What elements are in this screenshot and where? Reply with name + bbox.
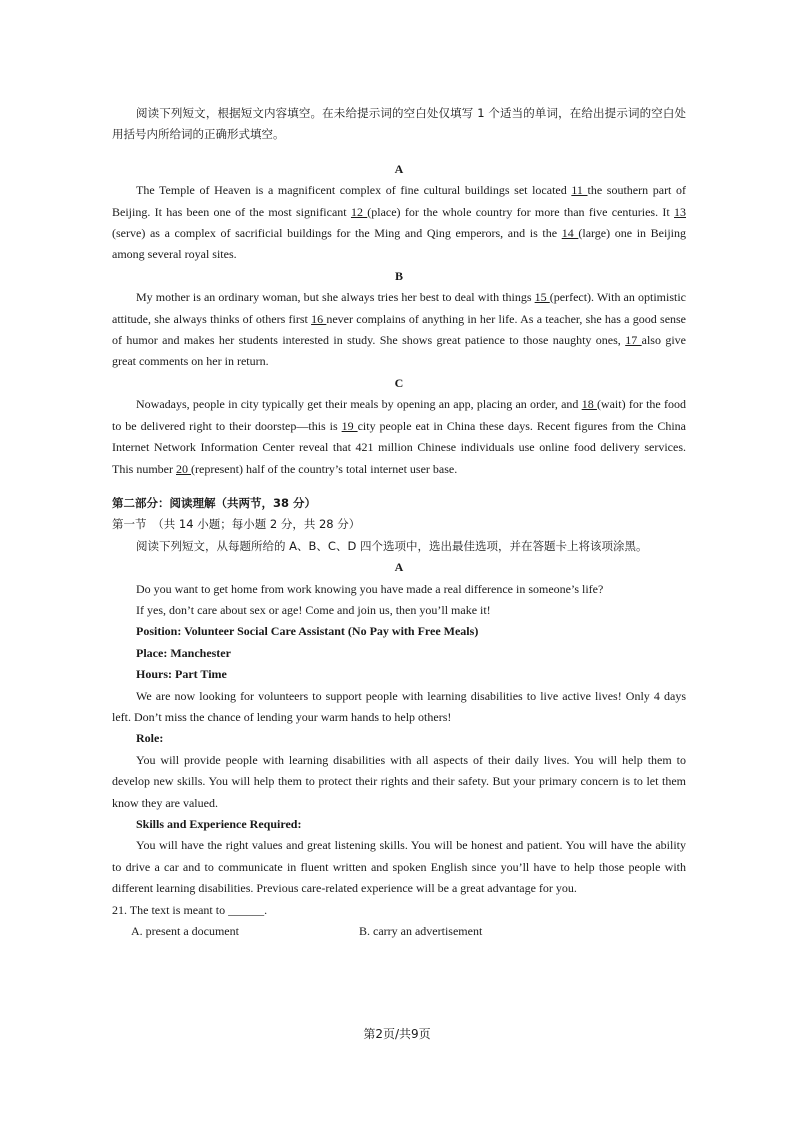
- option-b: B. carry an advertisement: [359, 924, 483, 939]
- question-21: 21. The text is meant to ______.: [112, 902, 268, 917]
- page-content: [112, 103, 686, 942]
- blank-15: 15: [534, 290, 550, 305]
- section1-heading: 第一节 （共 14 小题；每小题 2 分，共 28 分）: [112, 517, 361, 532]
- passage-a-text: The Temple of Heaven is a magnificent complex of fine cultural buildings set located 11 the southern part of Beijing. It has been one of the most significant 12 (place) for the whole country for more than five centuries. It 13 (serve) as a complex of sacrificial buildings for the Ming and Qing emperors, and is the 14 (large) one in Beijing among several royal sites.: [112, 183, 687, 262]
- blank-12: 12: [350, 204, 368, 219]
- part2-heading: 第二部分：阅读理解（共两节，38 分）: [112, 495, 317, 510]
- passage-a-label: A: [394, 161, 404, 176]
- blank-11: 11: [571, 183, 588, 198]
- blank-16: 16: [311, 311, 327, 326]
- blank-14: 14: [561, 226, 579, 241]
- passage-b-text: My mother is an ordinary woman, but she always tries her best to deal with things 15 (perfect). With an optimistic attitude, she always thinks of others first 16 never complains of anything in her life. As a teacher, she has a good sense of humor and makes her students interested in study. She shows great patience to those naughty ones, 17 also give great comments on her in return.: [112, 290, 687, 369]
- ad-paragraph-4: You will provide people with learning disabilities with all aspects of their daily lives. You will help them to develop new skills. You will help them to protect their rights and their safety. But your primary concern is to let them know they are valued.: [112, 752, 686, 810]
- ad-position: Position: Volunteer Social Care Assistant (No Pay with Free Meals): [136, 624, 479, 639]
- blank-18: 18: [581, 397, 597, 412]
- blank-20: 20: [176, 461, 191, 476]
- reading-passage-a-label: A: [394, 560, 404, 575]
- ad-skills-heading: Skills and Experience Required:: [136, 817, 302, 831]
- ad-hours: Hours: Part Time: [136, 667, 227, 682]
- blank-19: 19: [341, 418, 358, 433]
- reading-instruction: 阅读下列短文，从每题所给的 A、B、C、D 四个选项中，选出最佳选项，并在答题卡上将该项涂黑。: [136, 538, 648, 553]
- ad-paragraph-3: We are now looking for volunteers to support people with learning disabilities to live active lives! Only 4 days left. Don’t miss the chance of lending your warm hands to help others!: [112, 688, 686, 724]
- passage-c-text: Nowadays, people in city typically get their meals by opening an app, placing an order, and 18 (wait) for the food to be delivered right to their doorstep—this is 19 city people eat in China these days. Recent figures from the China Internet Network Information Center reveal that 421 million Chinese individuals use online food delivery services. This number 20 (represent) half of the country’s total internet user base.: [112, 397, 687, 476]
- passage-b-label: B: [394, 268, 403, 283]
- ad-paragraph-1: Do you want to get home from work knowing you have made a real difference in someone’s life?: [136, 581, 604, 596]
- ad-role-heading: Role:: [136, 731, 164, 746]
- option-a: A. present a document: [131, 924, 239, 939]
- cloze-instruction: 阅读下列短文，根据短文内容填空。在未给提示词的空白处仅填写 1 个适当的单词，在给出提示词的空白处用括号内所给词的正确形式填空。: [112, 106, 686, 142]
- page-footer: 第2页/共9页: [363, 1027, 431, 1041]
- ad-paragraph-2: If yes, don’t care about sex or age! Come and join us, then you’ll make it!: [136, 602, 491, 617]
- blank-17: 17: [625, 333, 642, 348]
- question-21-options: [112, 921, 686, 942]
- passage-c-label: C: [394, 375, 404, 390]
- ad-place: Place: Manchester: [136, 645, 231, 660]
- ad-paragraph-5: You will have the right values and great listening skills. You will be honest and patient. You will have the ability to drive a car and to communicate in fluent written and spoken English since you’ll have to help those people with different learning disabilities. Previous care-related experience will be a great advantage for you.: [112, 838, 686, 896]
- blank-13: 13: [674, 204, 687, 219]
